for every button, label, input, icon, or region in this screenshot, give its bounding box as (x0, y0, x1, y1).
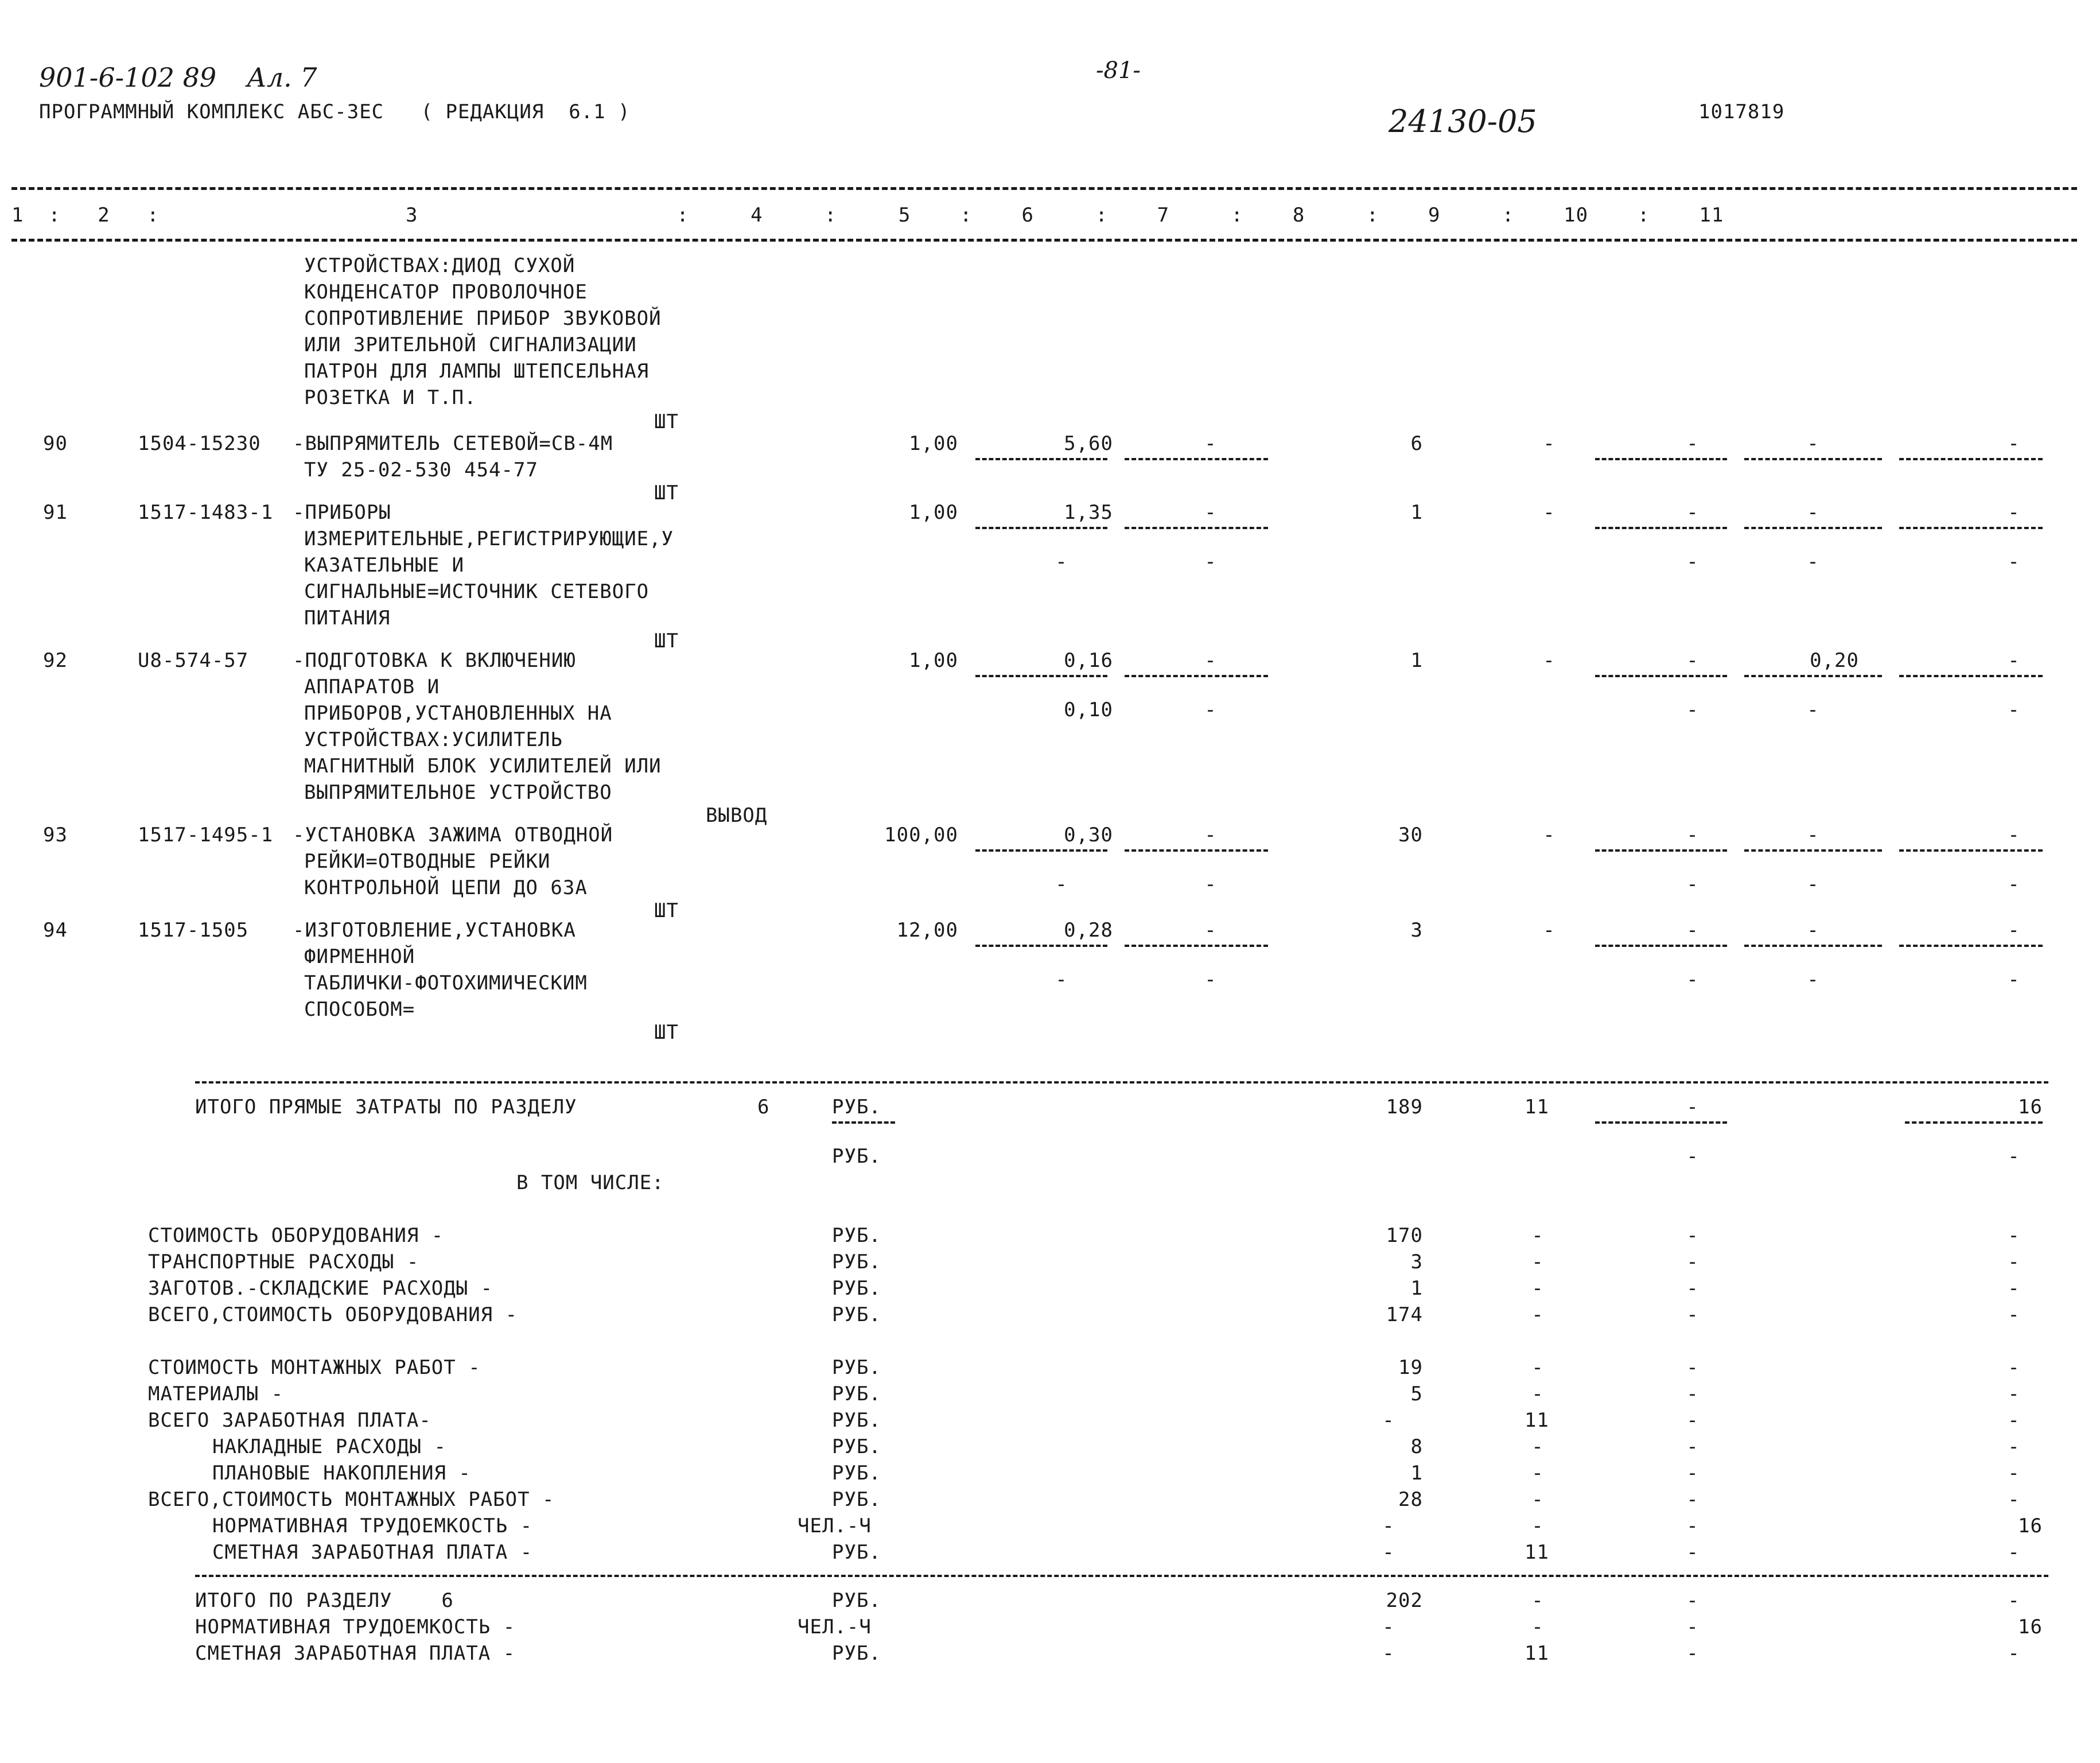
summary-col9: - (1686, 1642, 1699, 1665)
summary-unit: РУБ. (832, 1251, 881, 1273)
cell-divider (1744, 458, 1882, 460)
summary-col9: - (1686, 1303, 1699, 1326)
cell-col7: 1 (1410, 501, 1423, 524)
cell-divider (975, 849, 1107, 852)
cell-col10-sub: - (1807, 550, 1819, 573)
summary-unit: РУБ. (832, 1435, 881, 1458)
cell-col8: - (1543, 501, 1555, 524)
summary-unit: РУБ. (832, 1589, 881, 1612)
summary-col7: 19 (1398, 1356, 1423, 1379)
summary-col9: - (1686, 1488, 1699, 1511)
summary-col11: - (2008, 1383, 2020, 1405)
cell-divider (1125, 849, 1268, 852)
cell-col5: 0,30 (1064, 824, 1113, 846)
row-description: -УСТАНОВКА ЗАЖИМА ОТВОДНОЙ (293, 824, 613, 846)
summary-col9: - (1686, 1277, 1699, 1300)
cell-col6: - (1204, 649, 1217, 672)
cell-col8: - (1543, 824, 1555, 846)
cell-col10-sub: - (1807, 968, 1819, 991)
cell-divider (1744, 675, 1882, 677)
continuation-line: КОНДЕНСАТОР ПРОВОЛОЧНОЕ (304, 281, 588, 304)
cell-divider (1595, 458, 1727, 460)
album-number: Ал. 7 (247, 62, 317, 93)
cell-col11-sub: - (2008, 873, 2020, 896)
summary-label: СМЕТНАЯ ЗАРАБОТНАЯ ПЛАТА - (212, 1541, 533, 1564)
summary-col7: 28 (1398, 1488, 1423, 1511)
summary-col8: - (1531, 1303, 1544, 1326)
summary-col7: 3 (1410, 1251, 1423, 1273)
row-description: ТАБЛИЧКИ-ФОТОХИМИЧЕСКИМ (304, 972, 588, 995)
page-number: -81- (1096, 57, 1141, 84)
summary-label: ВСЕГО,СТОИМОСТЬ ОБОРУДОВАНИЯ - (148, 1303, 518, 1326)
cell-col6: - (1204, 501, 1217, 524)
summary-col9: - (1686, 1356, 1699, 1379)
continuation-line: СОПРОТИВЛЕНИЕ ПРИБОР ЗВУКОВОЙ (304, 307, 662, 330)
section-rule (195, 1575, 2048, 1577)
continuation-line: УСТРОЙСТВАХ:ДИОД СУХОЙ (304, 254, 575, 277)
total-direct-section: 6 (757, 1096, 770, 1119)
total-direct-unit-sub: РУБ. (832, 1145, 881, 1168)
summary-unit: РУБ. (832, 1277, 881, 1300)
summary-unit: РУБ. (832, 1383, 881, 1405)
row-description: -ВЫПРЯМИТЕЛЬ СЕТЕВОЙ=СВ-4М (293, 432, 613, 455)
cell-divider (1125, 527, 1268, 529)
row-description: ПИТАНИЯ (304, 607, 391, 630)
row-code: 1504-15230 (138, 432, 261, 455)
summary-label: СТОИМОСТЬ ОБОРУДОВАНИЯ - (148, 1224, 444, 1247)
cell-divider (1125, 458, 1268, 460)
cell-divider (1595, 675, 1727, 677)
cell-divider (975, 527, 1107, 529)
summary-col8: - (1531, 1277, 1544, 1300)
cell-col5: 0,16 (1064, 649, 1113, 672)
cell-col6-sub: - (1204, 968, 1217, 991)
cell-col10-sub: - (1807, 698, 1819, 721)
cell-col11: - (2008, 824, 2020, 846)
summary-col11: - (2008, 1409, 2020, 1432)
cell-divider (975, 675, 1107, 677)
summary-label: ПЛАНОВЫЕ НАКОПЛЕНИЯ - (212, 1462, 471, 1485)
summary-unit: РУБ. (832, 1462, 881, 1485)
total-direct-col7: 189 (1386, 1096, 1423, 1119)
total-direct-col8: 11 (1525, 1096, 1549, 1119)
summary-col8: - (1531, 1224, 1544, 1247)
cell-col10: - (1807, 824, 1819, 846)
summary-col9: - (1686, 1224, 1699, 1247)
cell-col7: 6 (1410, 432, 1423, 455)
summary-col11: 16 (2018, 1515, 2043, 1537)
row-description: -ИЗГОТОВЛЕНИЕ,УСТАНОВКА (293, 919, 576, 942)
summary-col11: - (2008, 1541, 2020, 1564)
cell-divider (1595, 527, 1727, 529)
summary-col7: 1 (1410, 1462, 1423, 1485)
cell-divider (832, 1121, 895, 1124)
cell-col8: - (1543, 919, 1555, 942)
row-code: U8-574-57 (138, 649, 249, 672)
cell-col11-sub: - (2008, 968, 2020, 991)
summary-unit: РУБ. (832, 1541, 881, 1564)
cell-col9-sub: - (1686, 873, 1699, 896)
summary-col8: 11 (1525, 1409, 1549, 1432)
summary-col7: 8 (1410, 1435, 1423, 1458)
summary-col11: - (2008, 1642, 2020, 1665)
total-direct-col11: 16 (2018, 1096, 2043, 1119)
summary-col9: - (1686, 1515, 1699, 1537)
summary-label: ЗАГОТОВ.-СКЛАДСКИЕ РАСХОДЫ - (148, 1277, 493, 1300)
cell-divider (1595, 849, 1727, 852)
summary-col11: 16 (2018, 1616, 2043, 1638)
cell-divider (1744, 945, 1882, 947)
summary-col11: - (2008, 1488, 2020, 1511)
summary-col7: - (1382, 1616, 1395, 1638)
summary-label: ИТОГО ПО РАЗДЕЛУ 6 (195, 1589, 454, 1612)
summary-col8: - (1531, 1251, 1544, 1273)
cell-col7: 3 (1410, 919, 1423, 942)
summary-col11: - (2008, 1589, 2020, 1612)
summary-col9: - (1686, 1589, 1699, 1612)
cell-col6-sub: - (1204, 550, 1217, 573)
summary-label: МАТЕРИАЛЫ - (148, 1383, 284, 1405)
cell-col6: - (1204, 432, 1217, 455)
cell-col6-sub: - (1204, 873, 1217, 896)
summary-label: ВСЕГО ЗАРАБОТНАЯ ПЛАТА- (148, 1409, 431, 1432)
cell-qty: 1,00 (909, 501, 958, 524)
summary-col8: - (1531, 1488, 1544, 1511)
program-line: ПРОГРАММНЫЙ КОМПЛЕКС АБС-3ЕС ( РЕДАКЦИЯ 6.1 ) (39, 100, 631, 123)
summary-col8: - (1531, 1616, 1544, 1638)
cell-divider (1125, 945, 1268, 947)
cell-col10-sub: - (1807, 873, 1819, 896)
row-description: ВЫПРЯМИТЕЛЬНОЕ УСТРОЙСТВО (304, 781, 612, 804)
row-description: КОНТРОЛЬНОЙ ЦЕПИ ДО 63А (304, 876, 588, 899)
summary-col8: 11 (1525, 1642, 1549, 1665)
summary-col11: - (2008, 1224, 2020, 1247)
column-header: 1 : 2 : 3 : 4 : 5 : 6 : 7 : 8 : 9 : 10 : 11 (11, 204, 1724, 227)
summary-label: ВСЕГО,СТОИМОСТЬ МОНТАЖНЫХ РАБОТ - (148, 1488, 555, 1511)
summary-col11: - (2008, 1356, 2020, 1379)
summary-col9: - (1686, 1251, 1699, 1273)
cell-col10: - (1807, 919, 1819, 942)
cell-divider (1125, 675, 1268, 677)
summary-col9: - (1686, 1541, 1699, 1564)
total-direct-label: ИТОГО ПРЯМЫЕ ЗАТРАТЫ ПО РАЗДЕЛУ (195, 1096, 577, 1119)
cell-col11: - (2008, 432, 2020, 455)
unit-label: ШТ (654, 410, 679, 433)
cell-col6-sub: - (1204, 698, 1217, 721)
continuation-line: ИЛИ ЗРИТЕЛЬНОЙ СИГНАЛИЗАЦИИ (304, 333, 637, 356)
cell-col7: 30 (1398, 824, 1423, 846)
summary-col8: - (1531, 1356, 1544, 1379)
cell-divider (1744, 527, 1882, 529)
row-number: 93 (43, 824, 68, 846)
cell-col11-sub: - (2008, 550, 2020, 573)
row-description: ПРИБОРОВ,УСТАНОВЛЕННЫХ НА (304, 702, 612, 725)
row-description: АППАРАТОВ И (304, 675, 440, 698)
row-description: МАГНИТНЫЙ БЛОК УСИЛИТЕЛЕЙ ИЛИ (304, 755, 662, 778)
summary-col8: - (1531, 1462, 1544, 1485)
summary-col8: - (1531, 1435, 1544, 1458)
cell-divider (1899, 849, 2043, 852)
summary-col8: 11 (1525, 1541, 1549, 1564)
summary-col7: 1 (1410, 1277, 1423, 1300)
cell-col5: 1,35 (1064, 501, 1113, 524)
cell-col11: - (2008, 501, 2020, 524)
summary-col8: - (1531, 1515, 1544, 1537)
summary-col11: - (2008, 1462, 2020, 1485)
unit-label: ВЫВОД (706, 804, 768, 827)
row-description: СИГНАЛЬНЫЕ=ИСТОЧНИК СЕТЕВОГО (304, 580, 650, 603)
row-description: СПОСОБОМ= (304, 998, 415, 1021)
doc-code: 901-6-102 89 (39, 62, 217, 93)
row-description: УСТРОЙСТВАХ:УСИЛИТЕЛЬ (304, 728, 563, 751)
cell-col11-sub: - (2008, 698, 2020, 721)
cell-col9-sub: - (1686, 698, 1699, 721)
header-rule-bottom (11, 239, 2077, 242)
cell-divider (975, 458, 1107, 460)
summary-label: НОРМАТИВНАЯ ТРУДОЕМКОСТЬ - (195, 1616, 516, 1638)
total-direct-col9: - (1686, 1096, 1699, 1119)
row-description: КАЗАТЕЛЬНЫЕ И (304, 554, 465, 577)
row-code: 1517-1505 (138, 919, 249, 942)
summary-col9: - (1686, 1462, 1699, 1485)
cell-qty: 12,00 (896, 919, 958, 942)
row-number: 91 (43, 501, 68, 524)
summary-col7: - (1382, 1642, 1395, 1665)
summary-unit: РУБ. (832, 1356, 881, 1379)
summary-label: СМЕТНАЯ ЗАРАБОТНАЯ ПЛАТА - (195, 1642, 516, 1665)
summary-label: НОРМАТИВНАЯ ТРУДОЕМКОСТЬ - (212, 1515, 533, 1537)
summary-col7: - (1382, 1541, 1395, 1564)
cell-col9: - (1686, 432, 1699, 455)
row-description: ТУ 25-02-530 454-77 (304, 459, 538, 481)
cell-col10: 0,20 (1810, 649, 1859, 672)
summary-label: НАКЛАДНЫЕ РАСХОДЫ - (212, 1435, 446, 1458)
row-number: 90 (43, 432, 68, 455)
cell-col5-sub: - (1055, 873, 1068, 896)
cell-divider (1905, 1121, 2043, 1124)
cell-divider (1744, 849, 1882, 852)
cell-col10: - (1807, 501, 1819, 524)
cell-col8: - (1543, 649, 1555, 672)
cell-divider (975, 945, 1107, 947)
summary-col7: 5 (1410, 1383, 1423, 1405)
summary-col11: - (2008, 1303, 2020, 1326)
unit-label: ШТ (654, 1021, 679, 1044)
summary-unit: РУБ. (832, 1488, 881, 1511)
cell-col9: - (1686, 649, 1699, 672)
continuation-line: ПАТРОН ДЛЯ ЛАМПЫ ШТЕПСЕЛЬНАЯ (304, 360, 650, 383)
summary-col11: - (2008, 1277, 2020, 1300)
total-direct-col9-sub: - (1686, 1145, 1699, 1168)
row-number: 92 (43, 649, 68, 672)
summary-col11: - (2008, 1435, 2020, 1458)
cell-qty: 100,00 (884, 824, 958, 846)
cell-col5-sub: - (1055, 968, 1068, 991)
summary-col7: - (1382, 1409, 1395, 1432)
summary-col11: - (2008, 1251, 2020, 1273)
summary-col9: - (1686, 1616, 1699, 1638)
summary-col7: 202 (1386, 1589, 1423, 1612)
cell-divider (1595, 1121, 1727, 1124)
cell-col9: - (1686, 824, 1699, 846)
cell-divider (1899, 945, 2043, 947)
cell-col7: 1 (1410, 649, 1423, 672)
summary-col7: - (1382, 1515, 1395, 1537)
cell-col9: - (1686, 919, 1699, 942)
cell-col9-sub: - (1686, 968, 1699, 991)
cell-col5: 5,60 (1064, 432, 1113, 455)
summary-unit: ЧЕЛ.-Ч (798, 1616, 872, 1638)
cell-divider (1899, 458, 2043, 460)
cell-qty: 1,00 (909, 649, 958, 672)
cell-qty: 1,00 (909, 432, 958, 455)
cell-col9: - (1686, 501, 1699, 524)
summary-col8: - (1531, 1589, 1544, 1612)
unit-label: ШТ (654, 481, 679, 504)
cell-col5: 0,28 (1064, 919, 1113, 942)
unit-label: ШТ (654, 630, 679, 653)
row-code: 1517-1495-1 (138, 824, 274, 846)
summary-label: СТОИМОСТЬ МОНТАЖНЫХ РАБОТ - (148, 1356, 481, 1379)
unit-label: ШТ (654, 899, 679, 922)
row-description: ИЗМЕРИТЕЛЬНЫЕ,РЕГИСТРИРУЮЩИЕ,У (304, 527, 674, 550)
summary-col7: 174 (1386, 1303, 1423, 1326)
summary-col7: 170 (1386, 1224, 1423, 1247)
summary-col9: - (1686, 1435, 1699, 1458)
sheet-number: 1017819 (1698, 100, 1785, 123)
cell-col6: - (1204, 824, 1217, 846)
cell-col5-sub: 0,10 (1064, 698, 1113, 721)
section-rule (195, 1081, 2048, 1084)
cell-col6: - (1204, 919, 1217, 942)
row-description: -ПОДГОТОВКА К ВКЛЮЧЕНИЮ (293, 649, 576, 672)
cell-divider (1595, 945, 1727, 947)
cell-col11: - (2008, 919, 2020, 942)
row-code: 1517-1483-1 (138, 501, 274, 524)
cell-col11: - (2008, 649, 2020, 672)
summary-unit: РУБ. (832, 1303, 881, 1326)
row-description: -ПРИБОРЫ (293, 501, 391, 524)
cell-col9-sub: - (1686, 550, 1699, 573)
cell-divider (1899, 527, 2043, 529)
summary-unit: РУБ. (832, 1642, 881, 1665)
including-label: В ТОМ ЧИСЛЕ: (516, 1171, 664, 1194)
project-code: 24130-05 (1389, 103, 1537, 139)
summary-col8: - (1531, 1383, 1544, 1405)
summary-unit: РУБ. (832, 1409, 881, 1432)
summary-label: ТРАНСПОРТНЫЕ РАСХОДЫ - (148, 1251, 419, 1273)
row-description: ФИРМЕННОЙ (304, 945, 415, 968)
total-direct-unit: РУБ. (832, 1096, 881, 1119)
row-number: 94 (43, 919, 68, 942)
summary-col9: - (1686, 1409, 1699, 1432)
cell-divider (1899, 675, 2043, 677)
summary-unit: ЧЕЛ.-Ч (798, 1515, 872, 1537)
row-description: РЕЙКИ=ОТВОДНЫЕ РЕЙКИ (304, 850, 551, 873)
cell-col5-sub: - (1055, 550, 1068, 573)
header-rule-top (11, 187, 2077, 190)
summary-col9: - (1686, 1383, 1699, 1405)
continuation-line: РОЗЕТКА И Т.П. (304, 386, 477, 409)
cell-col10: - (1807, 432, 1819, 455)
cell-col8: - (1543, 432, 1555, 455)
summary-unit: РУБ. (832, 1224, 881, 1247)
total-direct-col11-sub: - (2008, 1145, 2020, 1168)
